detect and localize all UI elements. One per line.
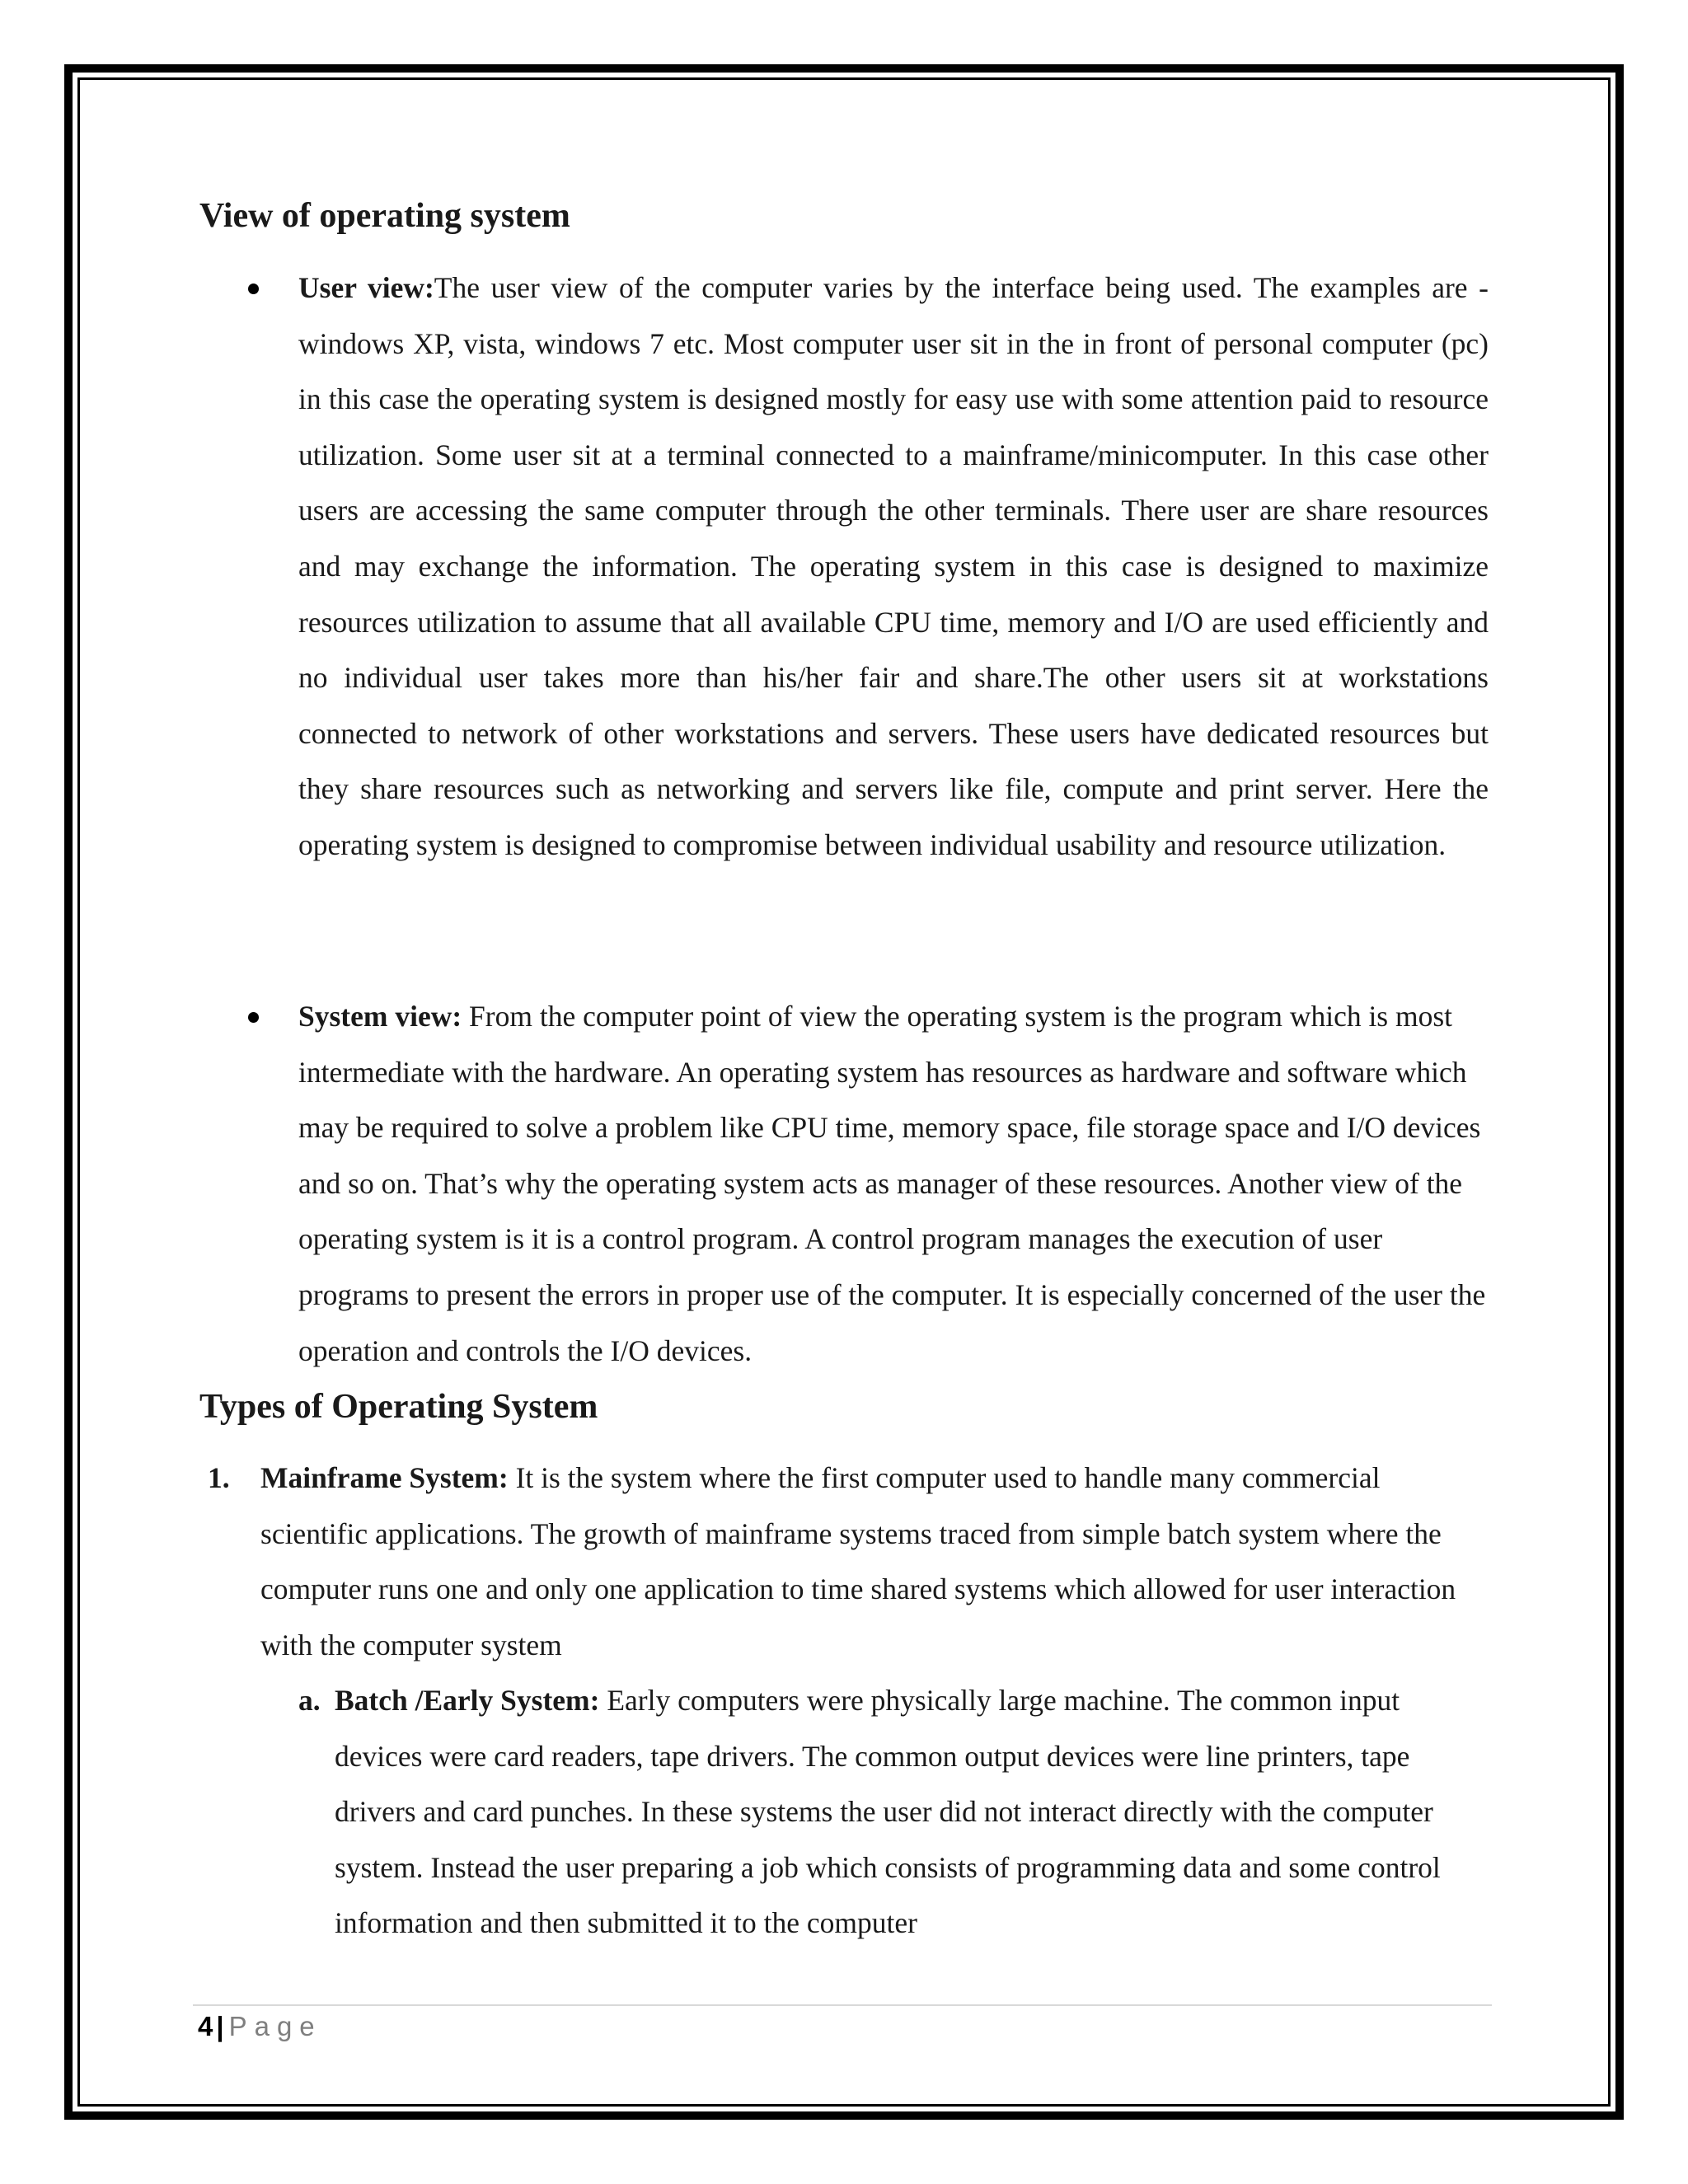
page-footer <box>198 2011 322 2042</box>
user-view-text: The user view of the computer varies by the interface being used. The examples are -windows XP, vista, windows 7 etc. Most computer user sit in the in front of personal computer (pc) in this case the operating system is designed mostly for easy use with some attention paid to resource utilization. Some user sit at a terminal connected to a mainframe/minicomputer. In this case other users are accessing the same computer through the other terminals. There user are share resources and may exchange the information. The operating system in this case is designed to maximize resources utilization to assume that all available CPU time, memory and I/O are used efficiently and no individual user takes more than his/her fair and share.The other users sit at workstations connected to network of other workstations and servers. These users have dedicated resources but they share resources such as networking and servers like file, compute and print server. Here the operating system is designed to compromise between individual usability and resource utilization. <box>298 271 1489 861</box>
mainframe-system-label: Mainframe System: <box>260 1461 509 1494</box>
user-view-paragraph <box>298 260 1489 874</box>
footer-divider <box>193 2004 1492 2006</box>
batch-early-system-text: Early computers were physically large machine. The common input devices were card readers, tape drivers. The common output devices were line printers, tape drivers and card punches. In these systems the user did not interact directly with the computer system. Instead the user preparing a job which consists of programming data and some control information and then submitted it to the computer <box>335 1684 1441 1940</box>
mainframe-system-text: It is the system where the first computer used to handle many commercial scientific applications. The growth of mainframe systems traced from simple batch system where the computer runs one and only one application to time shared systems which allowed for user interaction with the computer system <box>260 1461 1456 1661</box>
heading-view-of-operating-system: View of operating system <box>199 197 570 235</box>
system-view-label: System view: <box>298 1000 462 1033</box>
mainframe-system-paragraph <box>260 1451 1493 1673</box>
system-view-paragraph <box>298 989 1493 1379</box>
footer-separator: | <box>216 2011 224 2041</box>
batch-early-system-label: Batch /Early System: <box>335 1684 600 1717</box>
user-view-label: User view: <box>298 271 434 304</box>
bullet-icon <box>248 284 259 294</box>
batch-early-system-paragraph <box>335 1673 1489 1952</box>
heading-types-of-operating-system: Types of Operating System <box>199 1388 598 1426</box>
system-view-text: From the computer point of view the operating system is the program which is most intermediate with the hardware. An operating system has resources as hardware and software which may be required to solve a problem like CPU time, memory space, file storage space and I/O devices and so on. That’s why the operating system acts as manager of these resources. Another view of the operating system is it is a control program. A control program manages the execution of user programs to present the errors in proper use of the computer. It is especially concerned of the user the operation and controls the I/O devices. <box>298 1000 1486 1367</box>
list-marker-1: 1. <box>208 1461 230 1494</box>
bullet-icon <box>248 1012 259 1023</box>
page-number: 4 <box>198 2011 213 2041</box>
page-label: Page <box>228 2011 322 2041</box>
list-marker-a: a. <box>298 1684 321 1717</box>
